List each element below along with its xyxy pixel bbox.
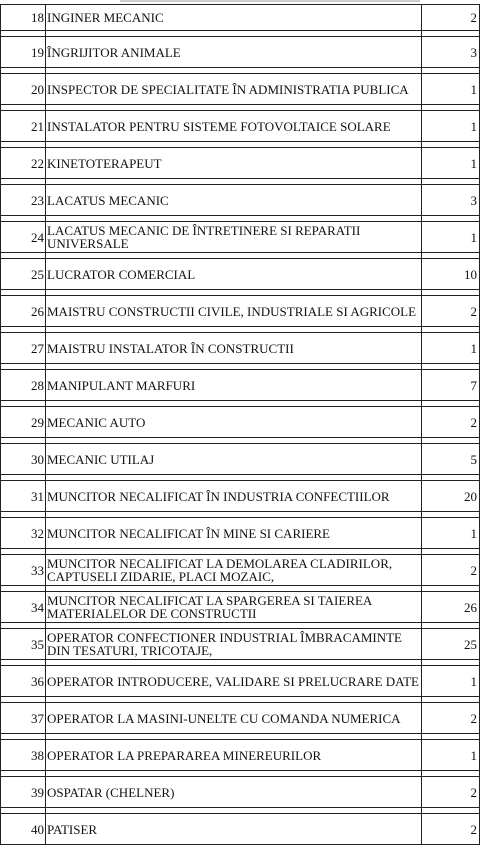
- row-number: 28: [1, 370, 46, 401]
- positions-count: 10: [422, 259, 480, 290]
- row-number: 19: [1, 37, 46, 68]
- row-number: 23: [1, 185, 46, 216]
- table-row: [1, 74, 480, 105]
- row-number: 32: [1, 518, 46, 549]
- positions-count: 2: [422, 777, 480, 808]
- row-number: 37: [1, 703, 46, 734]
- positions-count: 2: [422, 555, 480, 586]
- positions-count: 1: [422, 111, 480, 142]
- table-row: [1, 333, 480, 364]
- table-row: [1, 518, 480, 549]
- row-number: 39: [1, 777, 46, 808]
- positions-count: 1: [422, 148, 480, 179]
- positions-count: 2: [422, 814, 480, 845]
- table-row: [1, 37, 480, 68]
- row-number: 40: [1, 814, 46, 845]
- positions-count: 1: [422, 518, 480, 549]
- occupation-name: OSPATAR (CHELNER): [46, 777, 422, 808]
- occupation-name: MECANIC AUTO: [46, 407, 422, 438]
- occupation-name: INGINER MECANIC: [46, 5, 422, 31]
- table-row: [1, 629, 480, 660]
- occupation-name: MUNCITOR NECALIFICAT ÎN MINE SI CARIERE: [46, 518, 422, 549]
- occupation-name: OPERATOR LA PREPARAREA MINEREURILOR: [46, 740, 422, 771]
- row-number: 20: [1, 74, 46, 105]
- table-row: [1, 185, 480, 216]
- row-number: 29: [1, 407, 46, 438]
- positions-count: 2: [422, 407, 480, 438]
- positions-count: 25: [422, 629, 480, 660]
- table-row: [1, 222, 480, 253]
- occupation-name: MAISTRU CONSTRUCTII CIVILE, INDUSTRIALE SI AGRICOLE: [46, 296, 422, 327]
- row-number: 25: [1, 259, 46, 290]
- row-number: 33: [1, 555, 46, 586]
- row-number: 30: [1, 444, 46, 475]
- positions-count: 5: [422, 444, 480, 475]
- occupation-name: LACATUS MECANIC: [46, 185, 422, 216]
- positions-count: 7: [422, 370, 480, 401]
- table-row: [1, 814, 480, 845]
- positions-count: 20: [422, 481, 480, 512]
- table-row: [1, 148, 480, 179]
- table-row: [1, 407, 480, 438]
- table-row: [1, 111, 480, 142]
- positions-count: 1: [422, 666, 480, 697]
- positions-count: 1: [422, 740, 480, 771]
- occupation-name: LACATUS MECANIC DE ÎNTRETINERE SI REPARATII UNIVERSALE: [46, 222, 422, 253]
- table-row: [1, 703, 480, 734]
- occupation-name: KINETOTERAPEUT: [46, 148, 422, 179]
- positions-count: 1: [422, 333, 480, 364]
- row-number: 34: [1, 592, 46, 623]
- row-number: 35: [1, 629, 46, 660]
- table-row: [1, 481, 480, 512]
- occupation-name: MANIPULANT MARFURI: [46, 370, 422, 401]
- occupation-name: OPERATOR INTRODUCERE, VALIDARE SI PRELUCRARE DATE: [46, 666, 422, 697]
- table-row: [1, 296, 480, 327]
- row-number: 24: [1, 222, 46, 253]
- row-number: 38: [1, 740, 46, 771]
- positions-count: 1: [422, 222, 480, 253]
- occupation-name: PATISER: [46, 814, 422, 845]
- occupation-name: MUNCITOR NECALIFICAT LA SPARGEREA SI TAIEREA MATERIALELOR DE CONSTRUCTII: [46, 592, 422, 623]
- occupation-name: MECANIC UTILAJ: [46, 444, 422, 475]
- occupation-name: INSPECTOR DE SPECIALITATE ÎN ADMINISTRATIA PUBLICA: [46, 74, 422, 105]
- occupations-table: [0, 4, 480, 845]
- positions-count: 3: [422, 37, 480, 68]
- occupation-name: ÎNGRIJITOR ANIMALE: [46, 37, 422, 68]
- positions-count: 2: [422, 296, 480, 327]
- table-row: [1, 740, 480, 771]
- occupation-name: MAISTRU INSTALATOR ÎN CONSTRUCTII: [46, 333, 422, 364]
- occupation-name: LUCRATOR COMERCIAL: [46, 259, 422, 290]
- scan-edge-line: [120, 0, 420, 2]
- row-number: 31: [1, 481, 46, 512]
- row-number: 18: [1, 5, 46, 31]
- table-row: [1, 555, 480, 586]
- occupation-name: OPERATOR CONFECTIONER INDUSTRIAL ÎMBRACAMINTE DIN TESATURI, TRICOTAJE,: [46, 629, 422, 660]
- row-number: 36: [1, 666, 46, 697]
- table-row: [1, 5, 480, 31]
- positions-count: 1: [422, 74, 480, 105]
- positions-count: 26: [422, 592, 480, 623]
- row-number: 27: [1, 333, 46, 364]
- row-number: 22: [1, 148, 46, 179]
- occupation-name: OPERATOR LA MASINI-UNELTE CU COMANDA NUMERICA: [46, 703, 422, 734]
- table-row: [1, 259, 480, 290]
- table-row: [1, 666, 480, 697]
- occupation-name: MUNCITOR NECALIFICAT LA DEMOLAREA CLADIRILOR, CAPTUSELI ZIDARIE, PLACI MOZAIC,: [46, 555, 422, 586]
- row-number: 21: [1, 111, 46, 142]
- occupation-name: MUNCITOR NECALIFICAT ÎN INDUSTRIA CONFECTIILOR: [46, 481, 422, 512]
- occupation-name: INSTALATOR PENTRU SISTEME FOTOVOLTAICE SOLARE: [46, 111, 422, 142]
- positions-count: 2: [422, 5, 480, 31]
- table-row: [1, 592, 480, 623]
- table-row: [1, 444, 480, 475]
- table-body: [1, 5, 480, 845]
- positions-count: 3: [422, 185, 480, 216]
- table-row: [1, 777, 480, 808]
- row-number: 26: [1, 296, 46, 327]
- positions-count: 2: [422, 703, 480, 734]
- table-row: [1, 370, 480, 401]
